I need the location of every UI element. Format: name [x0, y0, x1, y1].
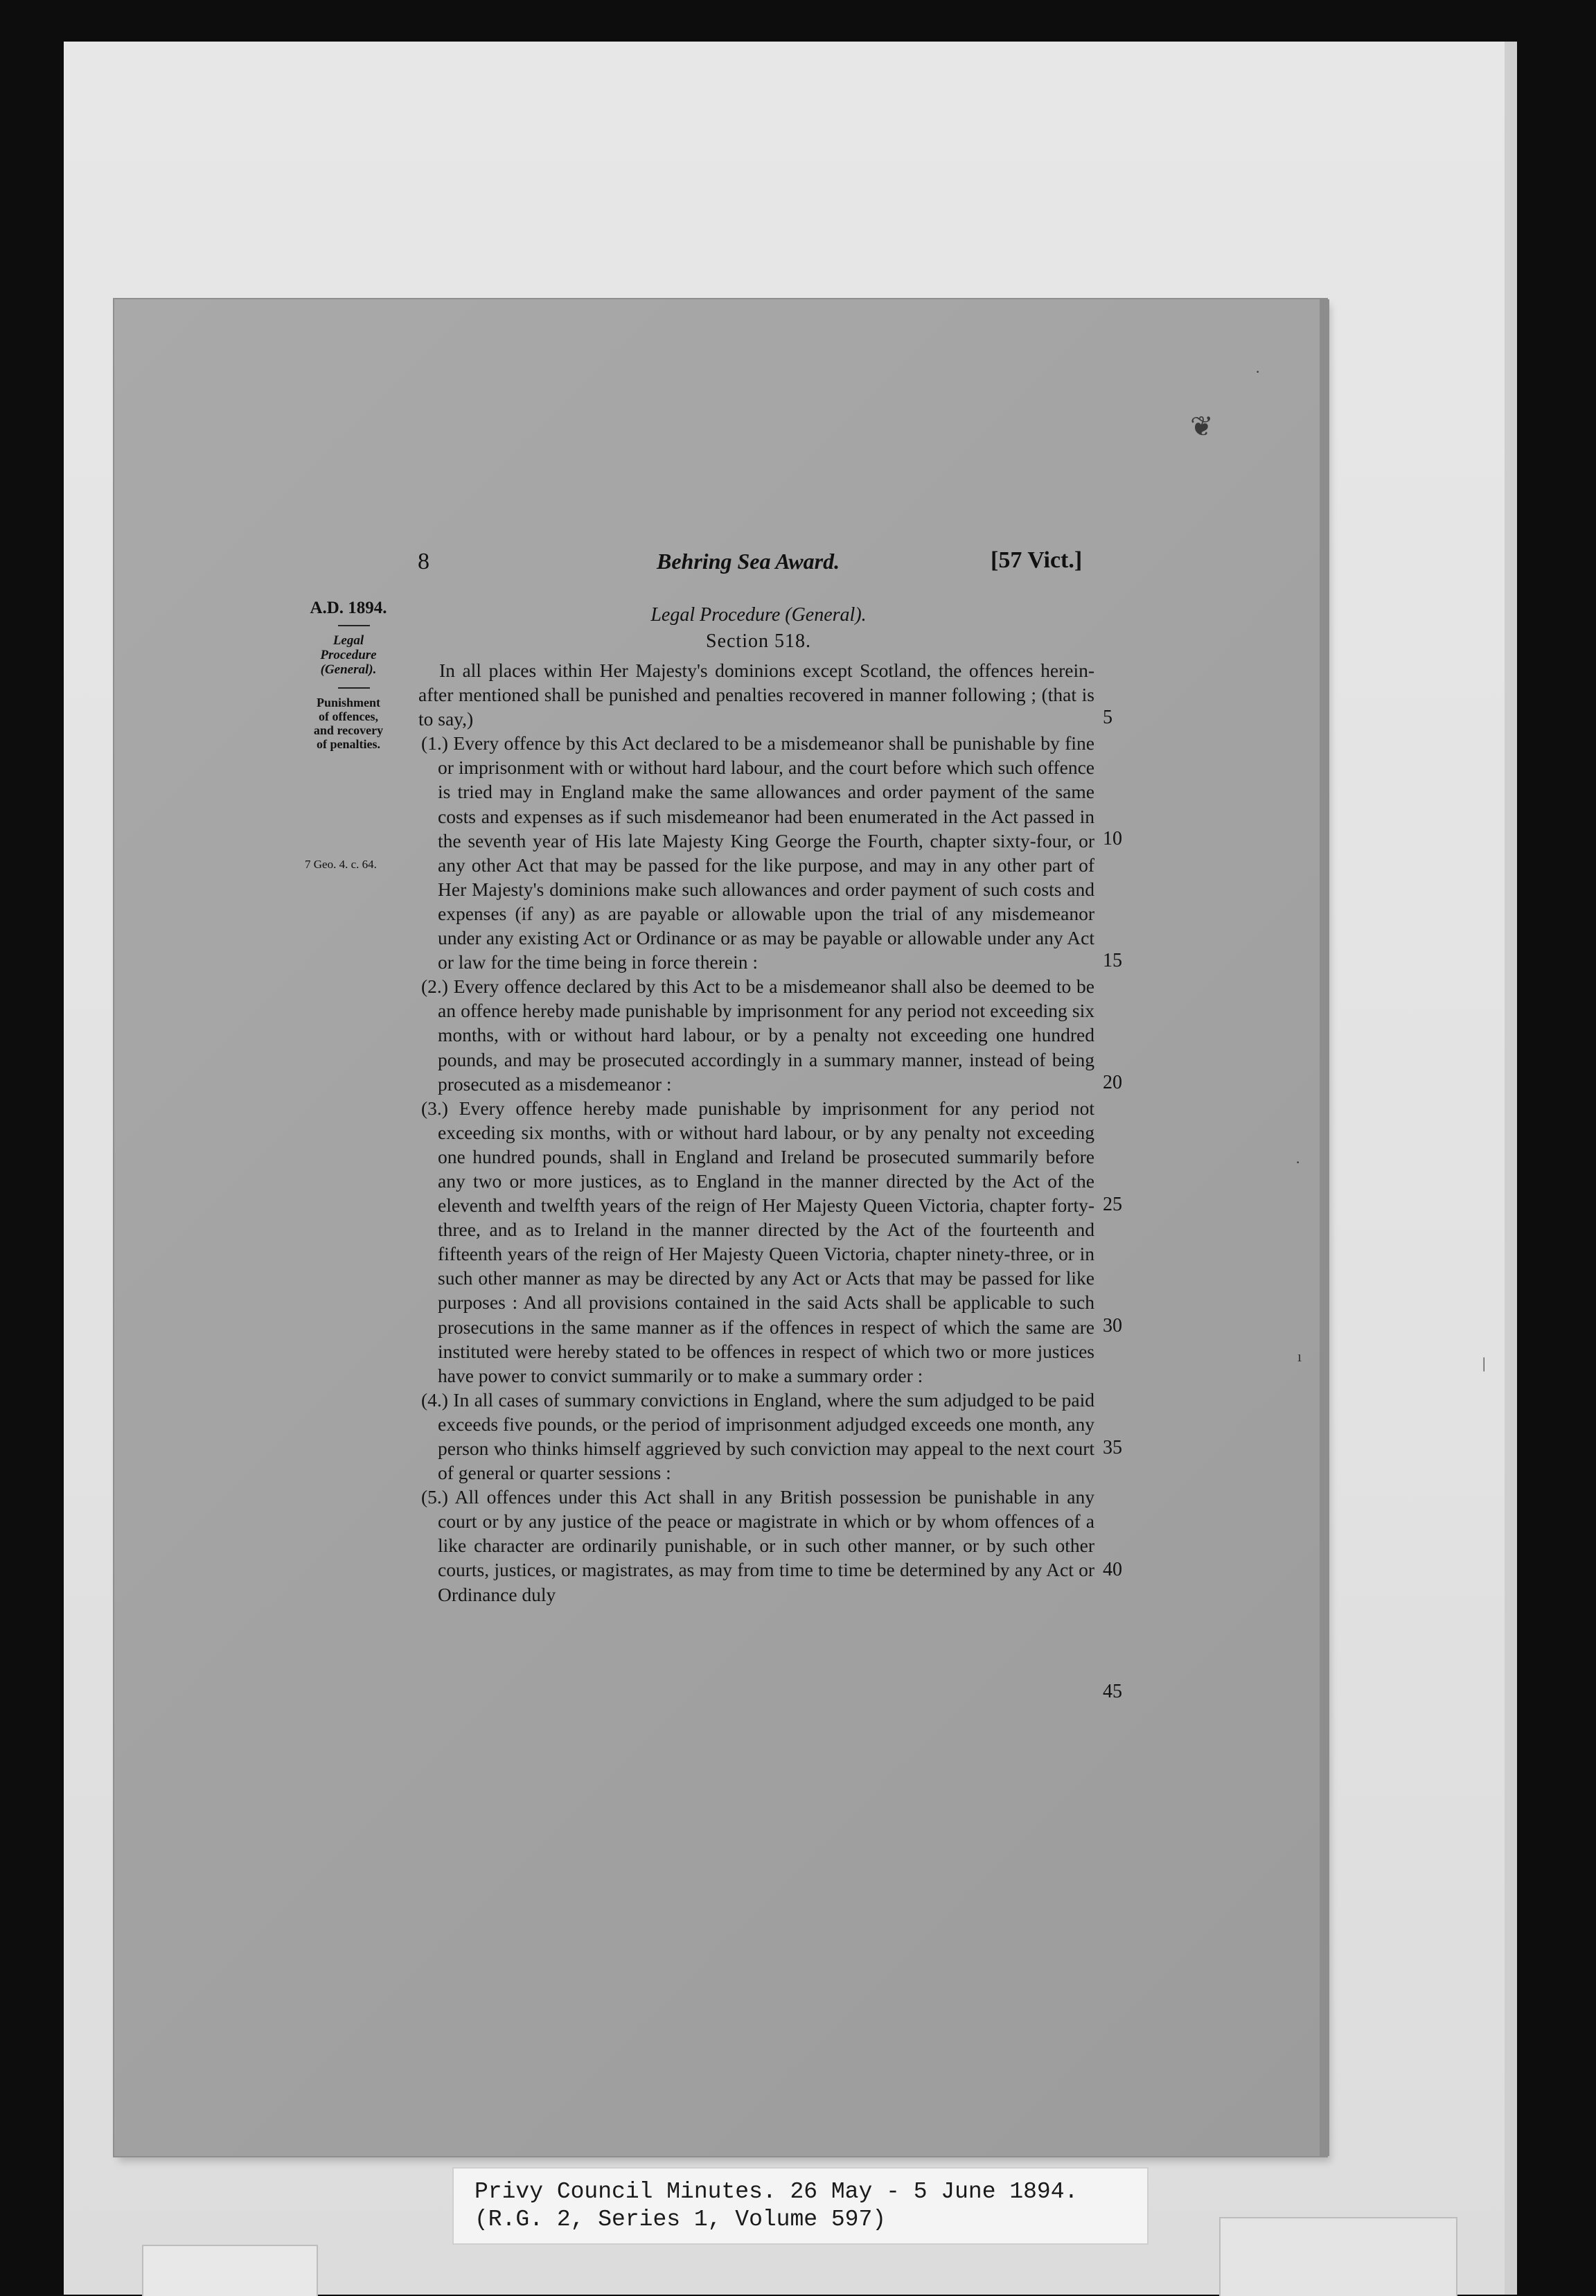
margin-subject-line: Procedure: [320, 648, 377, 662]
mount-edge: [1505, 42, 1517, 2295]
side-note-line: of penalties.: [317, 737, 380, 751]
side-note-line: of offences,: [319, 709, 378, 723]
line-number: 15: [1103, 950, 1122, 971]
page-edge-shadow: [1320, 299, 1329, 2156]
archive-label-line: Privy Council Minutes. 26 May - 5 June 1894.: [475, 2179, 1079, 2205]
statute-text: [418, 658, 1094, 1607]
clause-4: (4.) In all cases of summary convictions in England, where the sum adjudged to be paid exceeds five pounds, or the period of imprisonment adjudged exceeds one month, any person who thinks himself aggrieved by such conviction may appeal to the next court of general or quarter sessions :: [421, 1388, 1094, 1484]
margin-year: A.D. 1894.: [310, 599, 387, 617]
line-number: 45: [1103, 1681, 1122, 1702]
margin-citation: 7 Geo. 4. c. 64.: [305, 858, 377, 871]
archive-label: [452, 2167, 1149, 2245]
running-title: Behring Sea Award.: [657, 549, 840, 574]
line-number: 10: [1103, 828, 1122, 849]
clause-3: (3.) Every offence hereby made punishable by imprisonment for any period not exceeding six months, with or without hard labour, or by any penalty not exceeding one hundred pounds, shall in England and Ireland be prosecuted summarily before any two or more justices, as to England in the manner directed by the Act of the eleventh and twelfth years of the reign of Her Majesty Queen Victoria, chapter forty-three, and as to Ireland in the manner directed by the Act of the fourteenth and fifteenth years of the reign of Her Majesty Queen Victoria, chapter ninety-three, or in such other manner as may be directed by any Act or Acts that may be passed for like purposes : And all provisions contained in the said Acts shall be applicable to such prosecutions in the same manner as if the offences in respect of which the same are instituted were hereby stated to be offences in respect of which two or more justices have power to convict summarily or to make a summary order :: [421, 1097, 1094, 1386]
margin-subject-line: (General).: [320, 662, 377, 677]
mount-tab-left: [142, 2245, 318, 2296]
scan-speck: ı: [1297, 1348, 1302, 1365]
clause-1: (1.) Every offence by this Act declared to be a misdemeanor shall be punishable by fine or imprisonment with or without hard labour, and the court before which such offence is tried may in England make the same allowances and order payment of the same costs and expenses as if such misdemeanor had been enumerated in the Act passed in the seventh year of His late Majesty King George the Fourth, chapter sixty-four, or any other Act that may be passed for the like purpose, and may in any other part of Her Majesty's dominions make such allowances and order payment of such costs and expenses (if any) as are payable or allowable upon the trial of any misdemeanor under any existing Act or Ordinance or as may be payable or allowable under any Act or law for the time being in force therein :: [421, 732, 1094, 973]
scan-speck: ·: [1255, 363, 1261, 380]
margin-rule: [338, 687, 370, 689]
margin-subject-line: Legal: [332, 633, 364, 648]
ink-blot-mark: ❦: [1190, 411, 1214, 442]
page-number: 8: [418, 549, 429, 574]
archive-label-line: (R.G. 2, Series 1, Volume 597): [475, 2207, 887, 2232]
regnal-year: [57 Vict.]: [991, 547, 1083, 573]
line-number: 30: [1103, 1315, 1122, 1336]
side-note-line: Punishment: [316, 696, 381, 709]
line-number: 40: [1103, 1559, 1122, 1580]
scan-speck: |: [1482, 1354, 1486, 1372]
line-number: 20: [1103, 1072, 1122, 1093]
clause-5: (5.) All offences under this Act shall in any British possession be punishable in any court or by any justice of the peace or magistrate in which or by whom offences of a like character are ordinarily punishable, or in such other manner, or by such other courts, justices, or magistrates, as may from time to time be determined by any Act or Ordinance duly: [421, 1486, 1094, 1605]
margin-subject: [290, 633, 407, 677]
section-number: Section 518.: [706, 630, 811, 652]
line-number: 35: [1103, 1437, 1122, 1458]
clause-2: (2.) Every offence declared by this Act to be a misdemeanor shall also be deemed to be an offence hereby made punishable by imprisonment for any period not exceeding six months, with or without hard labour, or by a penalty not exceeding one hundred pounds, and may be prosecuted accordingly in a summary manner, instead of being prosecuted as a misdemeanor :: [421, 975, 1094, 1095]
line-number: 25: [1103, 1194, 1122, 1215]
margin-side-note: [290, 696, 407, 751]
intro-paragraph: In all places within Her Majesty's dominions except Scotland, the offences herein-after mentioned shall be punished and penalties recovered in manner following ; (that is to say,): [418, 660, 1094, 730]
section-heading: Legal Procedure (General).: [650, 604, 867, 626]
margin-rule: [338, 625, 370, 626]
mount-tab-right: [1219, 2217, 1457, 2296]
side-note-line: and recovery: [313, 723, 384, 737]
line-number: 5: [1103, 707, 1112, 728]
scan-speck: ·: [1295, 1154, 1301, 1171]
